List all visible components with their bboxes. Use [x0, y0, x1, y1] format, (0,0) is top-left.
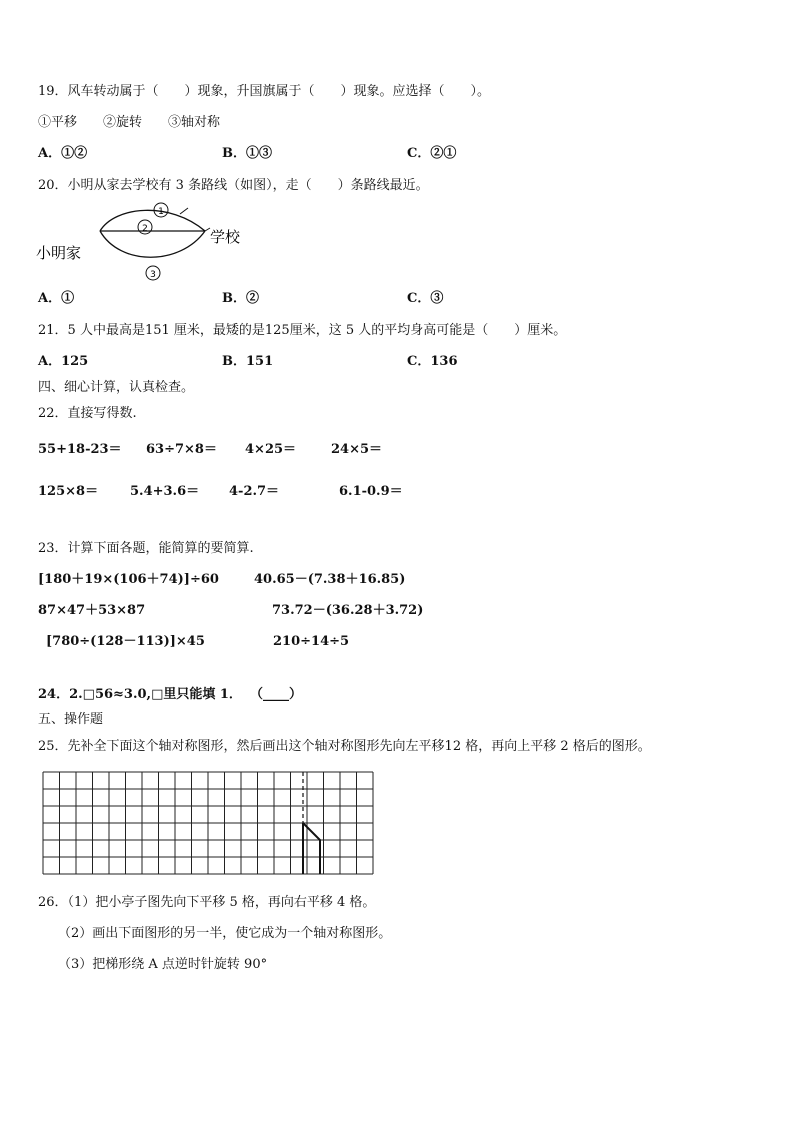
- q19-option-b: B．①③: [222, 146, 272, 161]
- q22-r1-c1: 55+18-23＝: [38, 442, 122, 457]
- q21-option-b: B．151: [222, 354, 274, 369]
- q26-part2: （2）画出下面图形的另一半，使它成为一个轴对称图形。: [58, 926, 392, 941]
- q19-option-c: C．②①: [407, 146, 457, 161]
- q23-item-3: 87×47＋53×87: [38, 603, 146, 618]
- q26-part3: （3）把梯形绕 A 点逆时针旋转 90°: [58, 957, 268, 972]
- q22-r2-c4: 6.1-0.9＝: [339, 484, 403, 499]
- q21-option-a: A．125: [38, 354, 89, 369]
- section-5-heading: 五、操作题: [38, 712, 104, 727]
- home-label: 小明家: [36, 244, 82, 262]
- q19-option-a: A．①②: [38, 146, 88, 161]
- q23-item-4: 73.72－(36.28＋3.72): [272, 603, 424, 618]
- route-3-path: [100, 231, 205, 257]
- q20-option-b: B．②: [222, 291, 259, 306]
- q22-r1-c4: 24×5＝: [331, 442, 383, 457]
- q21-stem: 21．5 人中最高是151 厘米，最矮的是125厘米，这 5 人的平均身高可能是（ ）厘米。: [38, 323, 567, 338]
- q25-stem: 25．先补全下面这个轴对称图形，然后画出这个轴对称图形先向左平移12 格，再向上平移 2 格后的图形。: [38, 739, 651, 754]
- q22-r2-c1: 125×8＝: [38, 484, 99, 499]
- q21-option-c: C．136: [407, 354, 458, 369]
- q23-item-2: 40.65－(7.38＋16.85): [254, 572, 406, 587]
- q19-stem: 19．风车转动属于（ ）现象，升国旗属于（ ）现象。应选择（ ）。: [38, 84, 491, 99]
- q23-item-1: [180＋19×(106＋74)]÷60: [38, 572, 219, 587]
- q20-option-a: A．①: [38, 291, 75, 306]
- route-diagram: [30, 196, 260, 286]
- section-4-heading: 四、细心计算，认真检查。: [38, 380, 195, 395]
- q20-stem: 20．小明从家去学校有 3 条路线（如图），走（ ）条路线最近。: [38, 178, 429, 193]
- half-shape: [303, 823, 320, 874]
- q20-option-c: C．③: [407, 291, 444, 306]
- route-1-label: 1: [158, 207, 164, 217]
- q25-grid: [43, 772, 373, 874]
- route-2-label: 2: [142, 224, 148, 234]
- q23-stem: 23．计算下面各题，能简算的要简算.: [38, 541, 254, 556]
- school-label: 学校: [210, 228, 241, 246]
- q22-r1-c2: 63÷7×8＝: [146, 442, 217, 457]
- q24-stem: 24．2.□56≈3.0,□里只能填 1．: [38, 687, 242, 702]
- q22-r2-c2: 5.4+3.6＝: [130, 484, 200, 499]
- q19-choices: ①平移 ②旋转 ③轴对称: [38, 115, 221, 130]
- q23-item-5: [780÷(128－113)]×45: [46, 634, 205, 649]
- q22-r2-c3: 4-2.7＝: [229, 484, 280, 499]
- q22-r1-c3: 4×25＝: [245, 442, 297, 457]
- q23-item-6: 210÷14÷5: [273, 634, 350, 649]
- q24-answer-blank[interactable]: （____）: [250, 687, 303, 702]
- route-1-path: [100, 210, 205, 231]
- q22-stem: 22．直接写得数.: [38, 406, 137, 421]
- route-3-label: 3: [150, 270, 156, 280]
- q26-part1: 26．（1）把小亭子图先向下平移 5 格，再向右平移 4 格。: [38, 895, 376, 910]
